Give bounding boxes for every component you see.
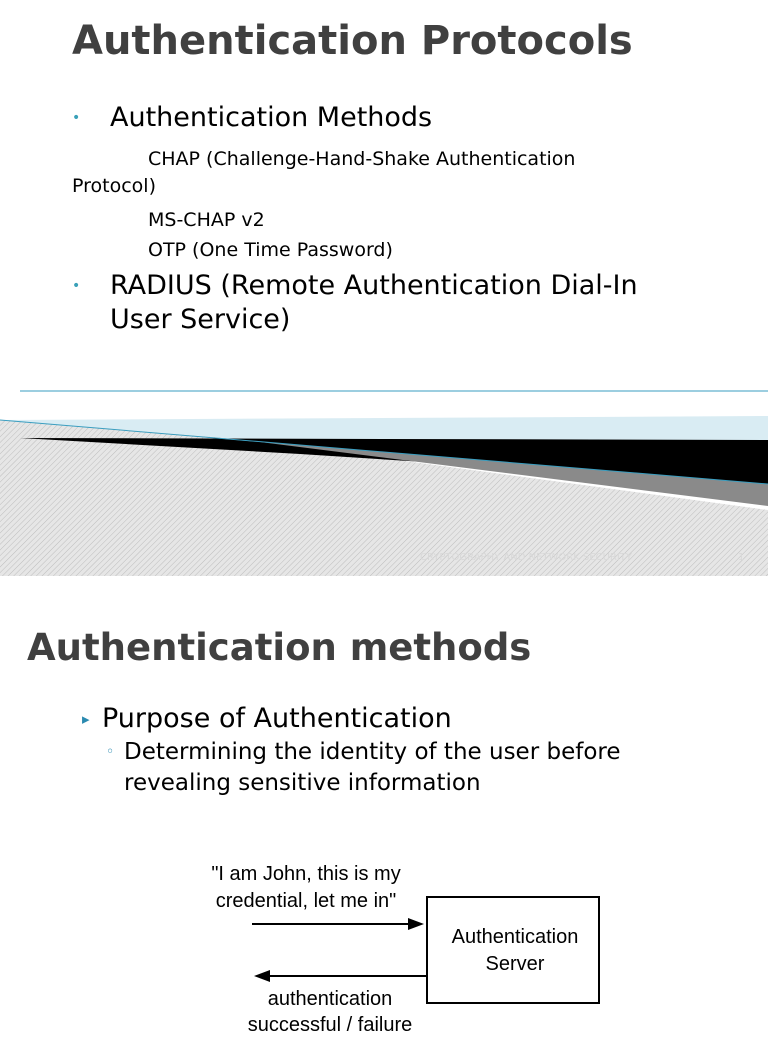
subbullet-line-1: Determining the identity of the user before — [124, 739, 621, 765]
slide-authentication-methods — [0, 576, 768, 1036]
server-label-line-1: Authentication — [451, 926, 579, 948]
footer-text: CRYPTOGRAPHY AND NETWORK SECURITY — [420, 552, 633, 563]
response-label-line-2: successful / failure — [247, 1014, 413, 1036]
subitem-otp: OTP (One Time Password) — [148, 239, 393, 261]
subitem-chap-continued: Protocol) — [72, 175, 156, 197]
authentication-server-box — [426, 896, 600, 1004]
subitem-chap: CHAP (Challenge-Hand-Shake Authentication — [148, 148, 576, 170]
bullet-authentication-methods: Authentication Methods — [110, 102, 433, 133]
bullet-purpose: Purpose of Authentication — [102, 703, 452, 734]
page-number: 1 — [738, 552, 745, 563]
slide-title: Authentication Protocols — [72, 18, 633, 64]
response-arrowhead-icon — [254, 970, 270, 982]
bullet-radius: RADIUS (Remote Authentication Dial-In — [110, 270, 638, 301]
request-label-line-1: "I am John, this is my — [211, 863, 401, 885]
bullet-dot-icon: • — [72, 110, 81, 126]
request-label-line-2: credential, let me in" — [215, 890, 397, 912]
response-label-line-1: authentication — [267, 988, 393, 1010]
decorative-footer-graphic — [0, 380, 768, 576]
circle-bullet-icon: ◦ — [106, 744, 115, 760]
server-label-line-2: Server — [485, 953, 545, 975]
request-arrowhead-icon — [408, 918, 424, 930]
triangle-bullet-icon: ▸ — [82, 710, 90, 728]
bullet-radius-continued: User Service) — [110, 304, 291, 335]
subbullet-line-2: revealing sensitive information — [124, 770, 481, 796]
diagram-arrows — [240, 906, 440, 996]
subitem-mschap: MS-CHAP v2 — [148, 209, 265, 231]
bullet-dot-icon: • — [72, 278, 81, 294]
slide-title: Authentication methods — [27, 626, 532, 669]
